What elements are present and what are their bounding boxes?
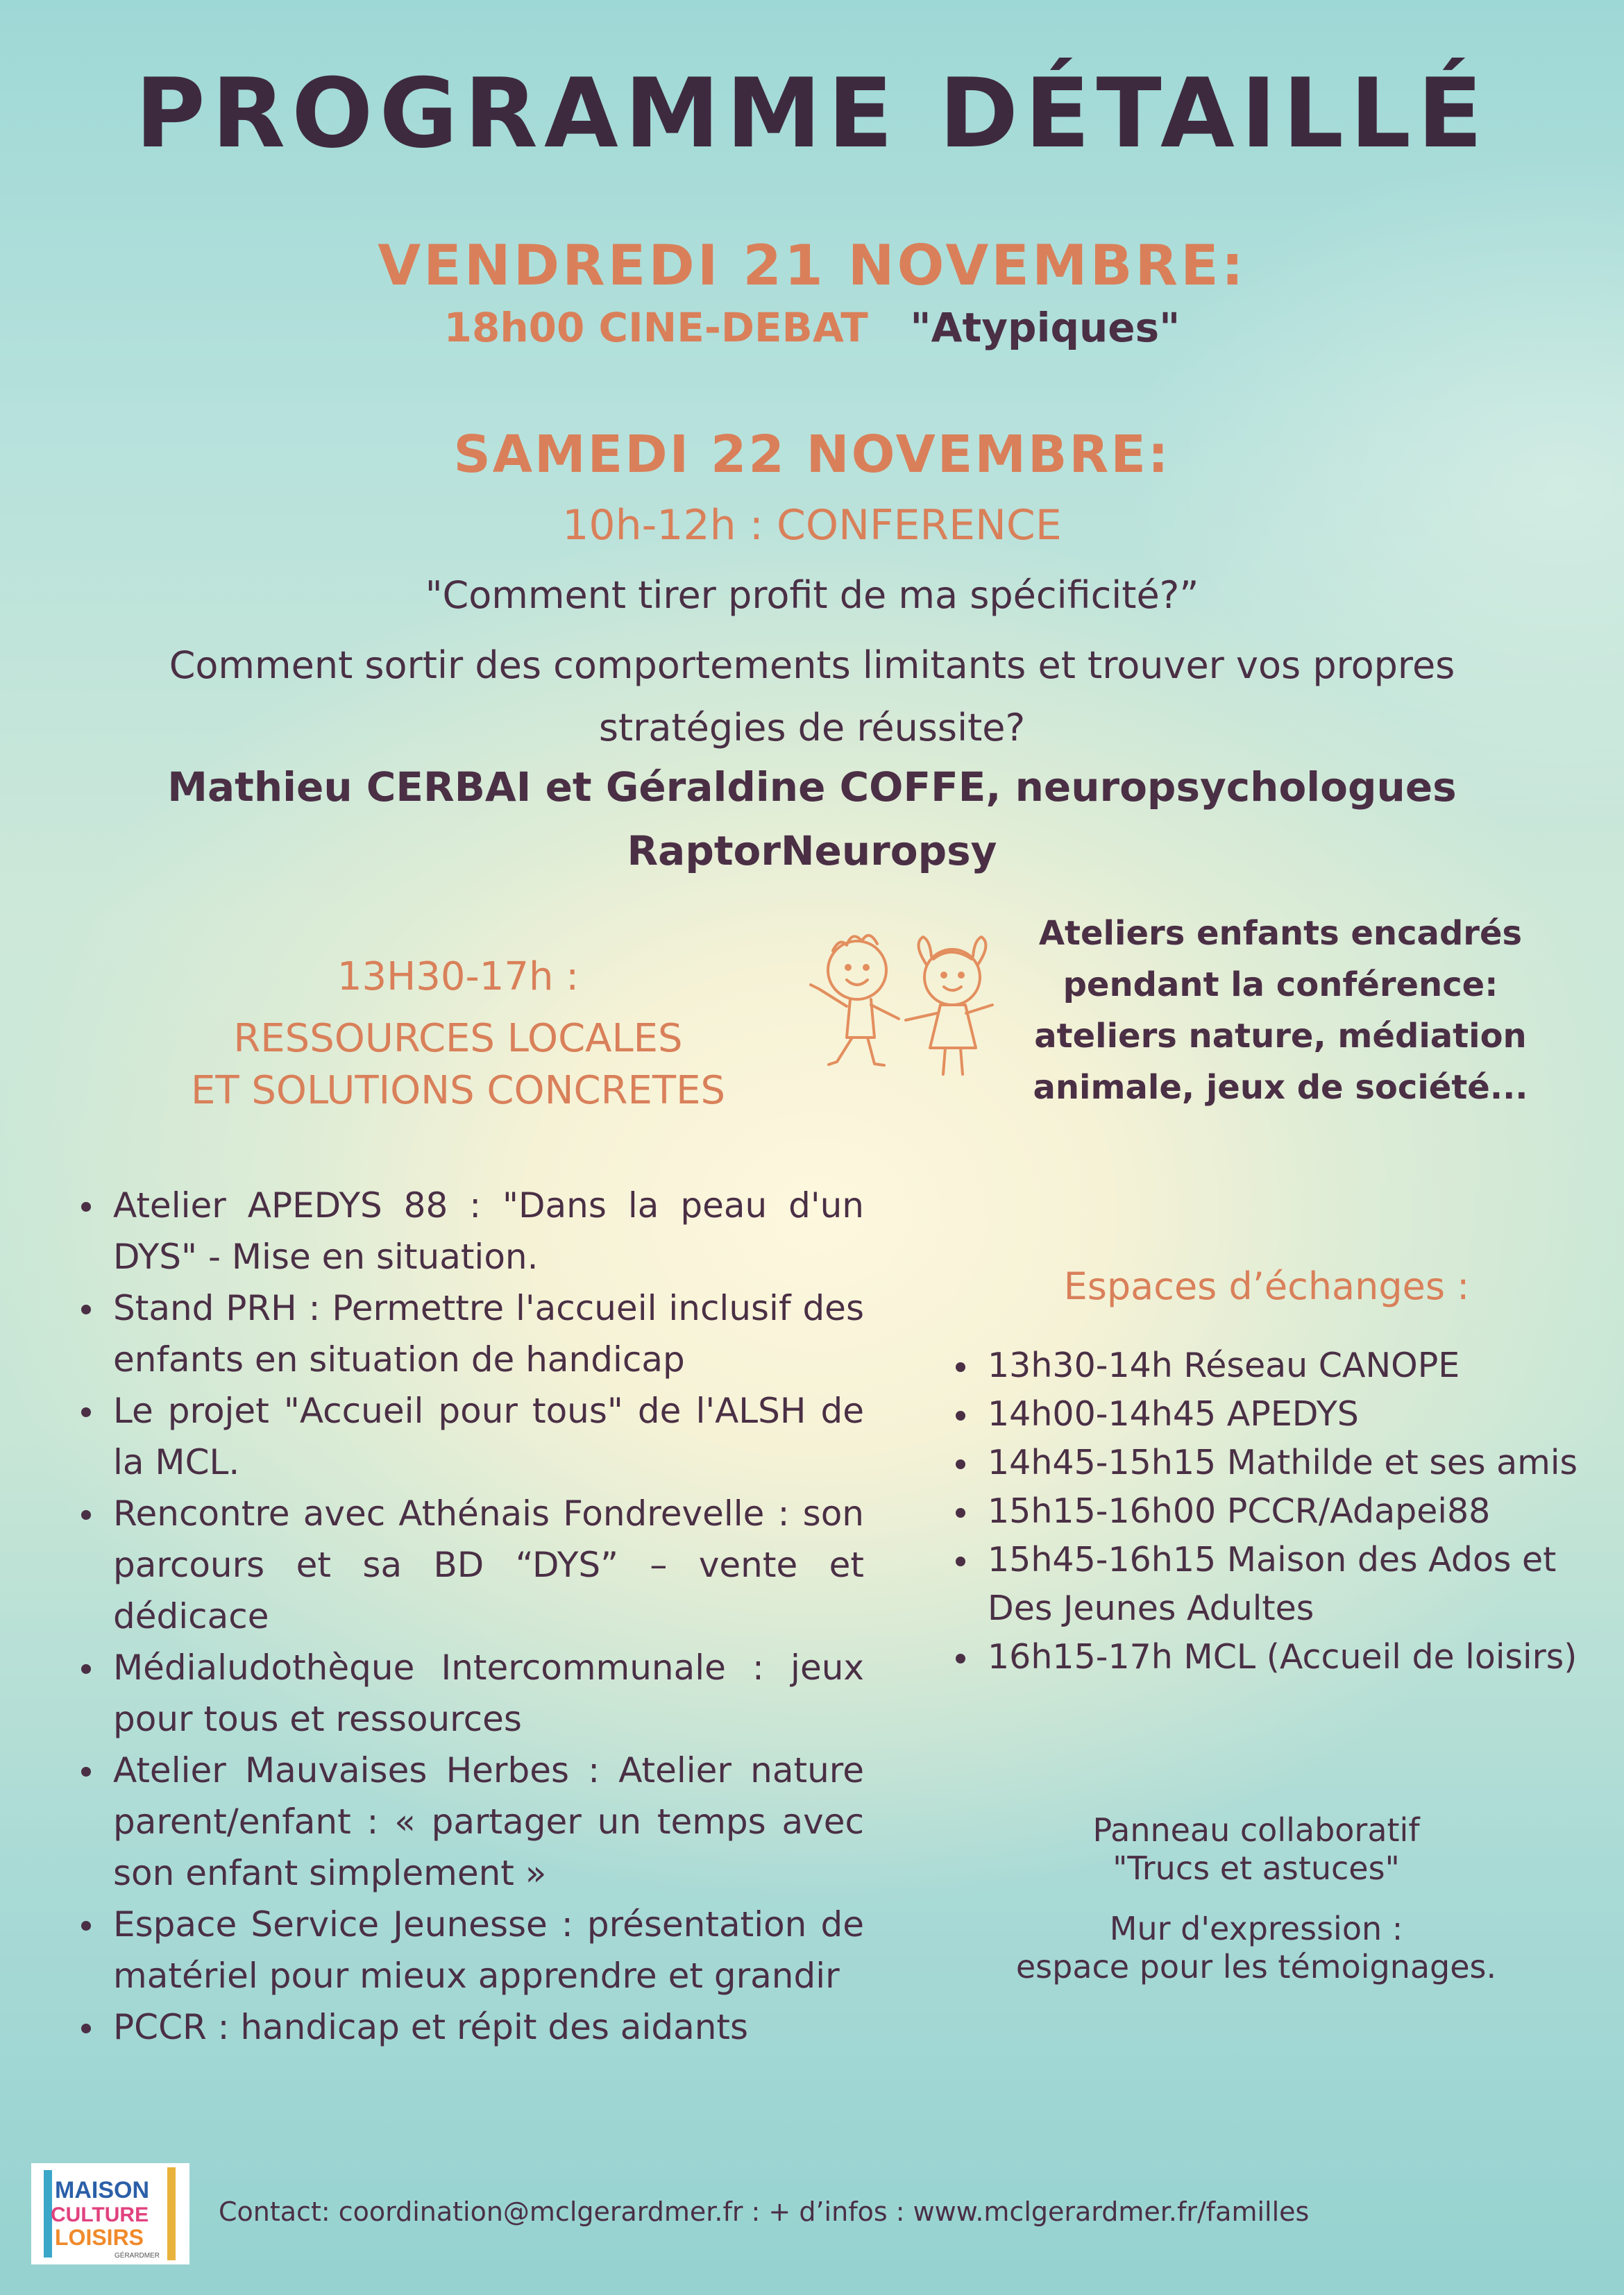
list-item: Rencontre avec Athénais Fondrevelle : son parcours et sa BD “DYS” – vente et dédicace — [73, 1488, 864, 1642]
logo-text-loisirs: LOISIRS — [55, 2225, 144, 2250]
kids-workshops-line2: pendant la conférence: — [1063, 965, 1498, 1004]
friday-time-event: 18h00 CINE-DEBAT — [443, 304, 868, 351]
exchanges-heading: Espaces d’échanges : — [1063, 1264, 1470, 1308]
kids-drawing-icon — [791, 923, 1027, 1083]
list-item: Stand PRH : Permettre l'accueil inclusif des enfants en situation de handicap — [73, 1282, 864, 1385]
afternoon-heading — [111, 951, 805, 1117]
list-item: 15h45-16h15 Maison des Ados et Des Jeunes Adultes — [947, 1536, 1614, 1633]
logo-text-gerardmer: GÉRARDMER — [115, 2252, 160, 2260]
list-item: 14h45-15h15 Mathilde et ses amis — [947, 1439, 1614, 1487]
page-title: PROGRAMME DÉTAILLÉ — [135, 58, 1489, 169]
list-item: Le projet "Accueil pour tous" de l'ALSH de la MCL. — [73, 1385, 864, 1488]
list-item: 13h30-14h Réseau CANOPE — [947, 1341, 1614, 1390]
friday-heading: VENDREDI 21 NOVEMBRE: — [378, 233, 1246, 298]
afternoon-title-line1: RESSOURCES LOCALES — [233, 1016, 683, 1061]
speakers-names: Mathieu CERBAI et Géraldine COFFE, neuropsychologues — [167, 763, 1457, 811]
expression-wall — [944, 1910, 1568, 1986]
list-item: Atelier Mauvaises Herbes : Atelier nature parent/enfant : « partager un temps avec son enfant simplement » — [73, 1745, 864, 1899]
wall-line1: Mur d'expression : — [1109, 1910, 1403, 1947]
resources-list — [73, 1180, 864, 2053]
conference-time: 10h-12h : CONFERENCE — [562, 501, 1062, 550]
conference-speakers — [0, 755, 1624, 883]
contact-info: Contact: coordination@mclgerardmer.fr : + d’infos : www.mclgerardmer.fr/familles — [219, 2196, 1310, 2227]
friday-film-title: "Atypiques" — [910, 304, 1181, 351]
panel-line2: "Trucs et astuces" — [1113, 1849, 1400, 1887]
afternoon-title-line2: ET SOLUTIONS CONCRETES — [190, 1068, 726, 1113]
conference-subtitle: Comment sortir des comportements limitants et trouver vos propres stratégies de réussite? — [169, 643, 1455, 750]
list-item: 14h00-14h45 APEDYS — [947, 1390, 1614, 1439]
collaborative-panel — [944, 1811, 1568, 1888]
wall-line2: espace pour les témoignages. — [1015, 1948, 1497, 1985]
list-item: PCCR : handicap et répit des aidants — [73, 2001, 864, 2053]
friday-event — [0, 304, 1624, 351]
logo-text-maison: MAISON — [55, 2177, 149, 2203]
list-item: Médialudothèque Intercommunale : jeux pour tous et ressources — [73, 1642, 864, 1745]
kids-workshops-line3: ateliers nature, médiation — [1034, 1017, 1527, 1056]
conference-title: "Comment tirer profit de ma spécificité?” — [425, 573, 1199, 617]
list-item: 16h15-17h MCL (Accueil de loisirs) — [947, 1633, 1614, 1682]
speakers-organization: RaptorNeuropsy — [627, 827, 997, 874]
afternoon-time: 13H30-17h : — [337, 954, 580, 999]
list-item: Espace Service Jeunesse : présentation de matériel pour mieux apprendre et grandir — [73, 1899, 864, 2001]
kids-workshops-line4: animale, jeux de société... — [1033, 1068, 1528, 1107]
list-item: 15h15-16h00 PCCR/Adapei88 — [947, 1487, 1614, 1536]
list-item: Atelier APEDYS 88 : "Dans la peau d'un DYS" - Mise en situation. — [73, 1180, 864, 1282]
kids-workshops-info — [1006, 908, 1555, 1113]
panel-line1: Panneau collaboratif — [1092, 1811, 1420, 1849]
logo-text-culture: CULTURE — [51, 2203, 149, 2226]
saturday-heading: SAMEDI 22 NOVEMBRE: — [453, 425, 1171, 484]
exchanges-list — [947, 1341, 1614, 1682]
mcl-logo — [31, 2163, 189, 2264]
kids-workshops-line1: Ateliers enfants encadrés — [1038, 914, 1523, 953]
